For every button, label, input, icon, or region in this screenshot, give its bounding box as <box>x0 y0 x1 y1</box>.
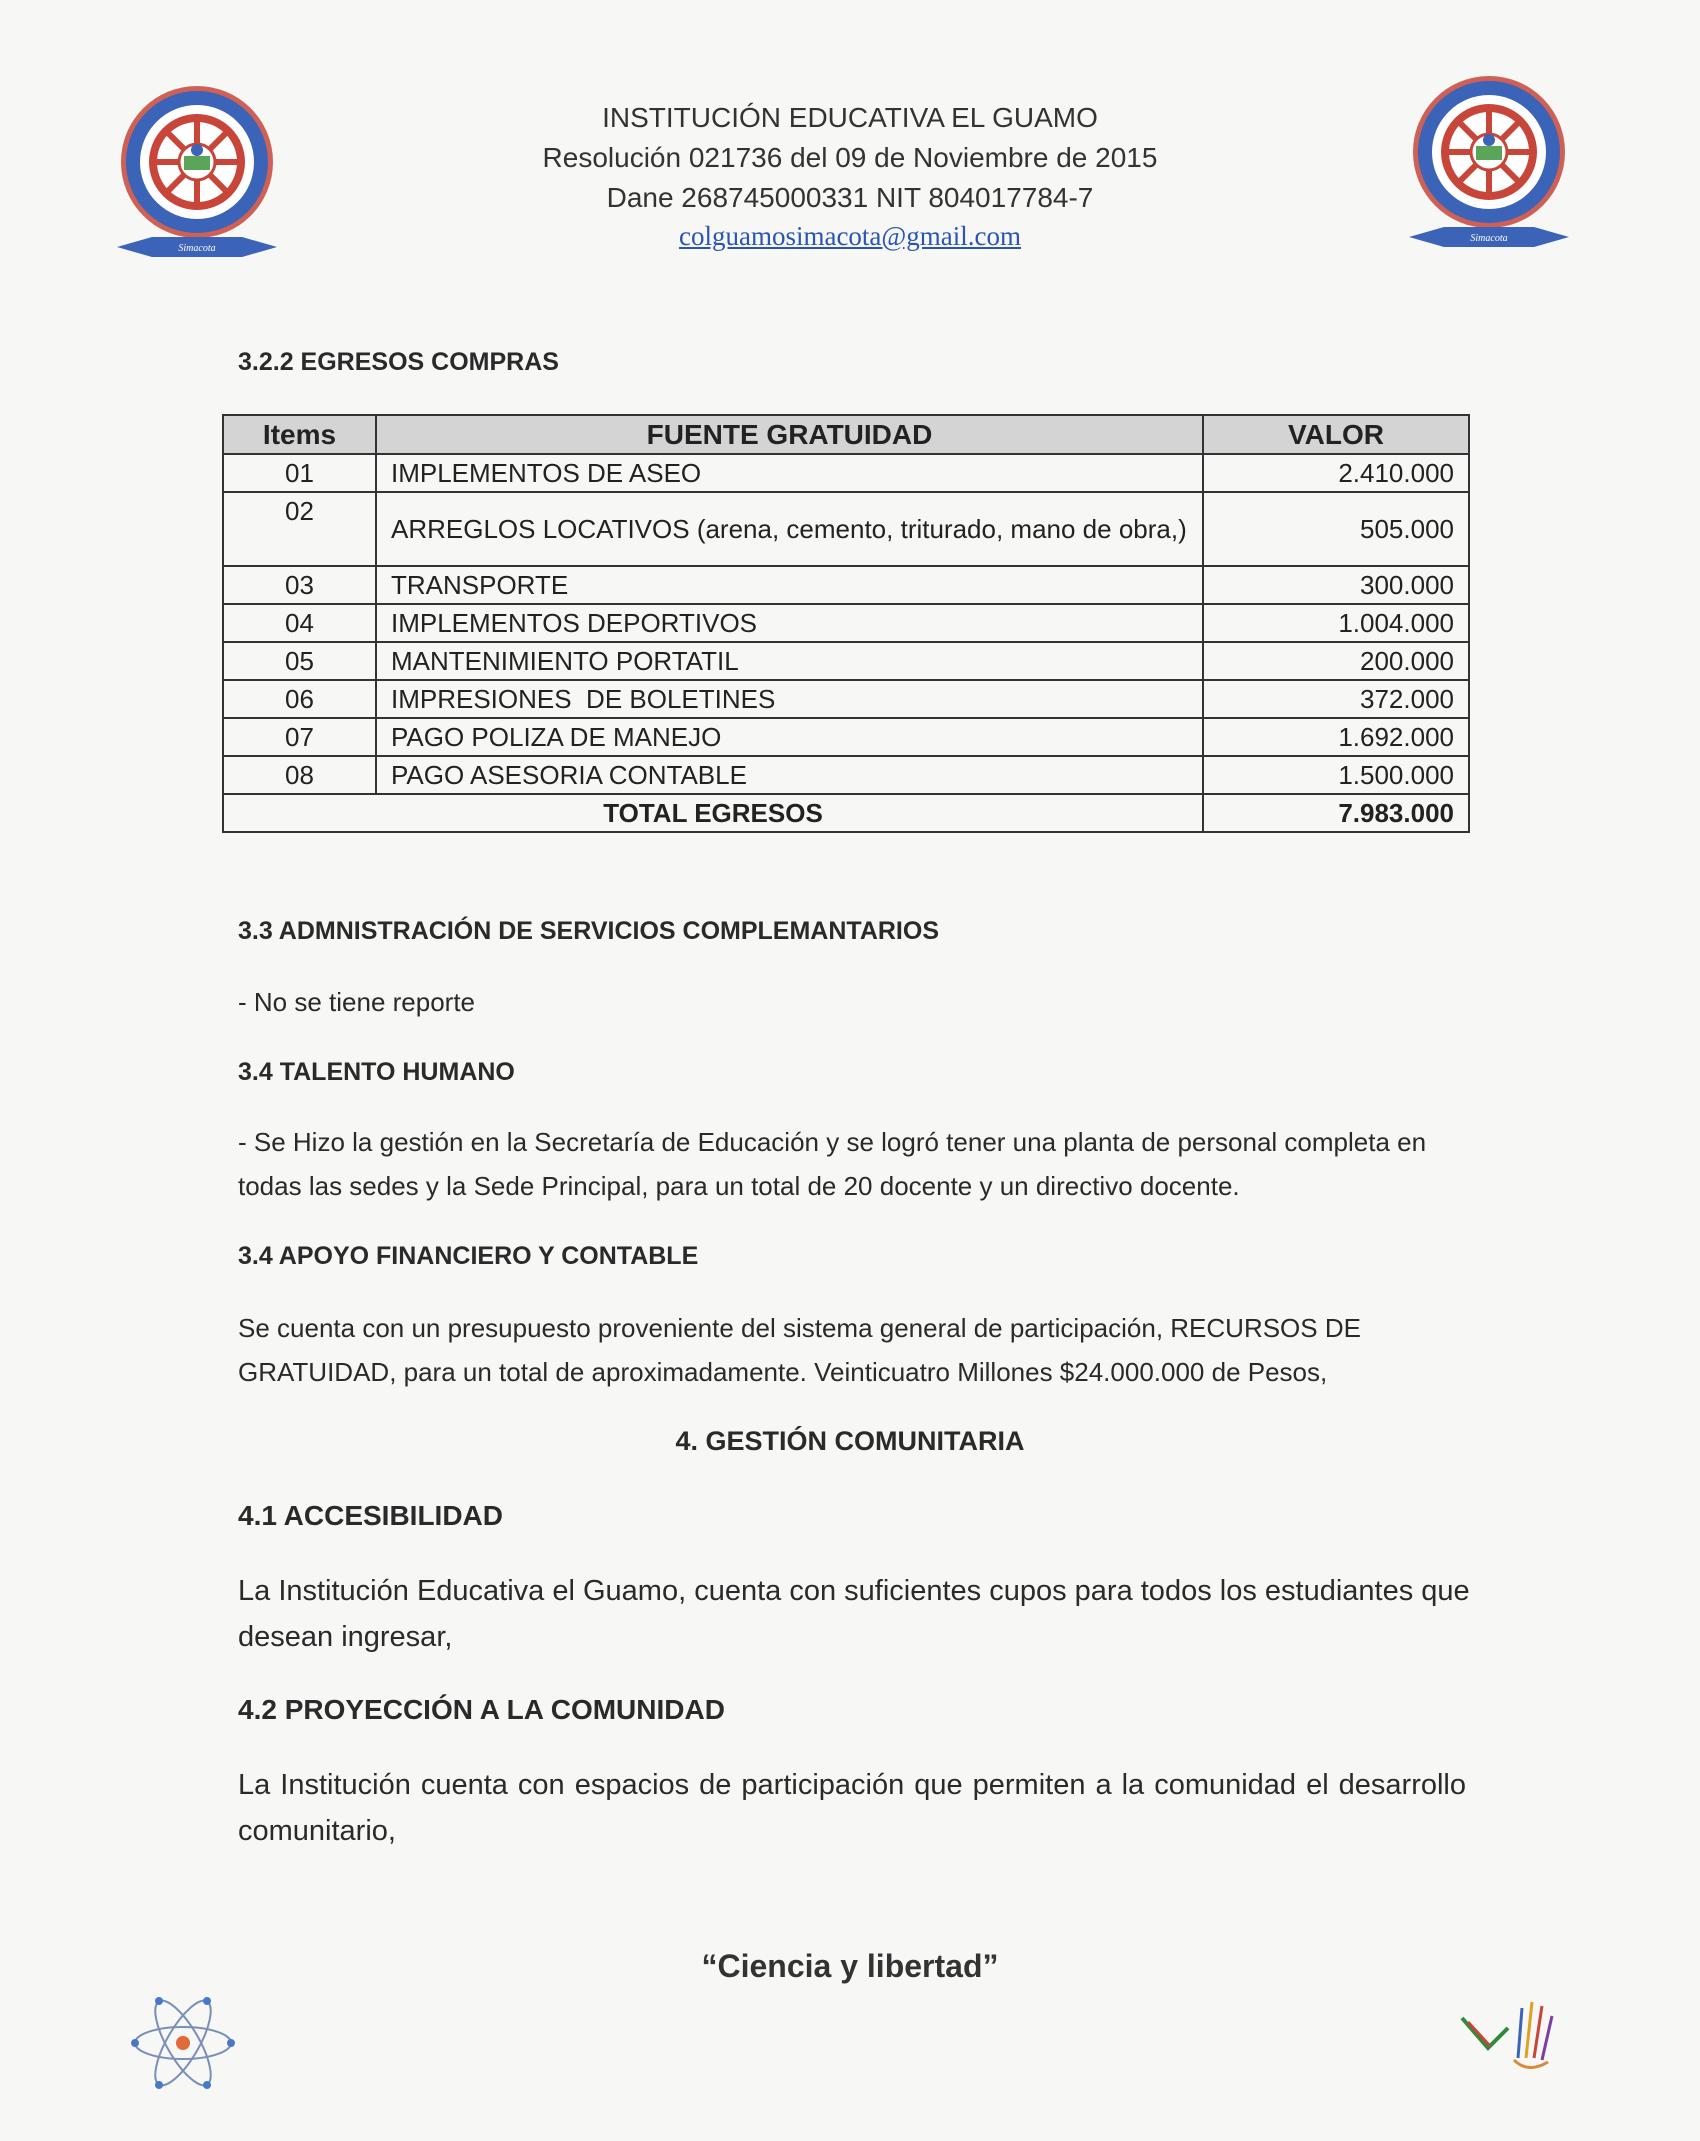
cell-item: 01 <box>223 454 376 492</box>
cell-value: 200.000 <box>1203 642 1469 680</box>
footer-motto: “Ciencia y libertad” <box>701 1948 999 1984</box>
section-4-1-text: La Institución Educativa el Guamo, cuenta con suficientes cupos para todos los estudiantes que desean ingresar, <box>238 1575 1470 1653</box>
section-4-1-title: 4.1 ACCESIBILIDAD <box>238 1500 504 1531</box>
section-3-4-talent-text: - Se Hizo la gestión en la Secretaría de Educación y se logró tener una planta de personal completa en todas las sedes y la Sede Principal, para un total de 20 docente y un directivo docente. <box>238 1127 1427 1201</box>
atom-icon <box>128 1988 238 2098</box>
col-header-source: FUENTE GRATUIDAD <box>376 415 1203 454</box>
total-label: TOTAL EGRESOS <box>223 794 1203 832</box>
logo-ribbon-text: Simacota <box>178 243 216 254</box>
cell-item: 04 <box>223 604 376 642</box>
logo-ribbon-text-right: Simacota <box>1470 233 1508 244</box>
cell-value: 372.000 <box>1203 680 1469 718</box>
section-4-2-text: La Institución cuenta con espacios de participación que permiten a la comunidad el desarrollo comunitario, <box>238 1769 1466 1847</box>
cell-value: 300.000 <box>1203 566 1469 604</box>
letterhead <box>0 98 1700 254</box>
cell-item: 07 <box>223 718 376 756</box>
section-3-4-finance-title: 3.4 APOYO FINANCIERO Y CONTABLE <box>238 1242 699 1270</box>
cell-item: 08 <box>223 756 376 794</box>
table-row <box>223 756 1469 794</box>
cell-concept: TRANSPORTE <box>376 566 1203 604</box>
cell-value: 1.004.000 <box>1203 604 1469 642</box>
cell-item: 06 <box>223 680 376 718</box>
table-row <box>223 718 1469 756</box>
section-4-2-title: 4.2 PROYECCIÓN A LA COMUNIDAD <box>238 1694 725 1725</box>
section-3-3-title: 3.3 ADMNISTRACIÓN DE SERVICIOS COMPLEMANTARIOS <box>238 917 939 945</box>
table-total-row <box>223 794 1469 832</box>
section-3-4-talent-title: 3.4 TALENTO HUMANO <box>238 1058 515 1086</box>
section-3-4-finance-text: Se cuenta con un presupuesto proveniente del sistema general de participación, RECURSOS DE GRATUIDAD, para un total de aproximadamente. Veinticuatro Millones $24.000.000 de Pesos, <box>238 1313 1361 1387</box>
email-link[interactable]: colguamosimacota@gmail.com <box>678 221 1022 251</box>
cell-concept: IMPLEMENTOS DEPORTIVOS <box>376 604 1203 642</box>
table-row <box>223 604 1469 642</box>
table-row <box>223 454 1469 492</box>
table-row <box>223 680 1469 718</box>
cell-concept: ARREGLOS LOCATIVOS (arena, cemento, triturado, mano de obra,) <box>376 492 1203 566</box>
table-row <box>223 492 1469 566</box>
hands-logo-icon <box>1458 1988 1568 2078</box>
institution-name: INSTITUCIÓN EDUCATIVA EL GUAMO <box>602 102 1098 133</box>
cell-item: 05 <box>223 642 376 680</box>
table-header-row <box>223 415 1469 454</box>
col-header-items: Items <box>223 415 376 454</box>
col-header-value: VALOR <box>1203 415 1469 454</box>
dane-nit-line: Dane 268745000331 NIT 804017784-7 <box>606 182 1094 213</box>
section-4-title: 4. GESTIÓN COMUNITARIA <box>675 1426 1025 1456</box>
table-row <box>223 642 1469 680</box>
cell-item: 02 <box>223 492 376 566</box>
cell-value: 1.500.000 <box>1203 756 1469 794</box>
cell-concept: PAGO POLIZA DE MANEJO <box>376 718 1203 756</box>
cell-item: 03 <box>223 566 376 604</box>
cell-value: 505.000 <box>1203 492 1469 566</box>
resolution-line: Resolución 021736 del 09 de Noviembre de 2015 <box>542 142 1158 173</box>
total-value: 7.983.000 <box>1203 794 1469 832</box>
cell-value: 1.692.000 <box>1203 718 1469 756</box>
section-3-2-2-title: 3.2.2 EGRESOS COMPRAS <box>238 348 559 376</box>
cell-concept: MANTENIMIENTO PORTATIL <box>376 642 1203 680</box>
expenses-table <box>222 414 1470 833</box>
section-3-3-text: - No se tiene reporte <box>238 987 476 1017</box>
cell-concept: IMPLEMENTOS DE ASEO <box>376 454 1203 492</box>
table-row <box>223 566 1469 604</box>
cell-value: 2.410.000 <box>1203 454 1469 492</box>
cell-concept: IMPRESIONES DE BOLETINES <box>376 680 1203 718</box>
cell-concept: PAGO ASESORIA CONTABLE <box>376 756 1203 794</box>
